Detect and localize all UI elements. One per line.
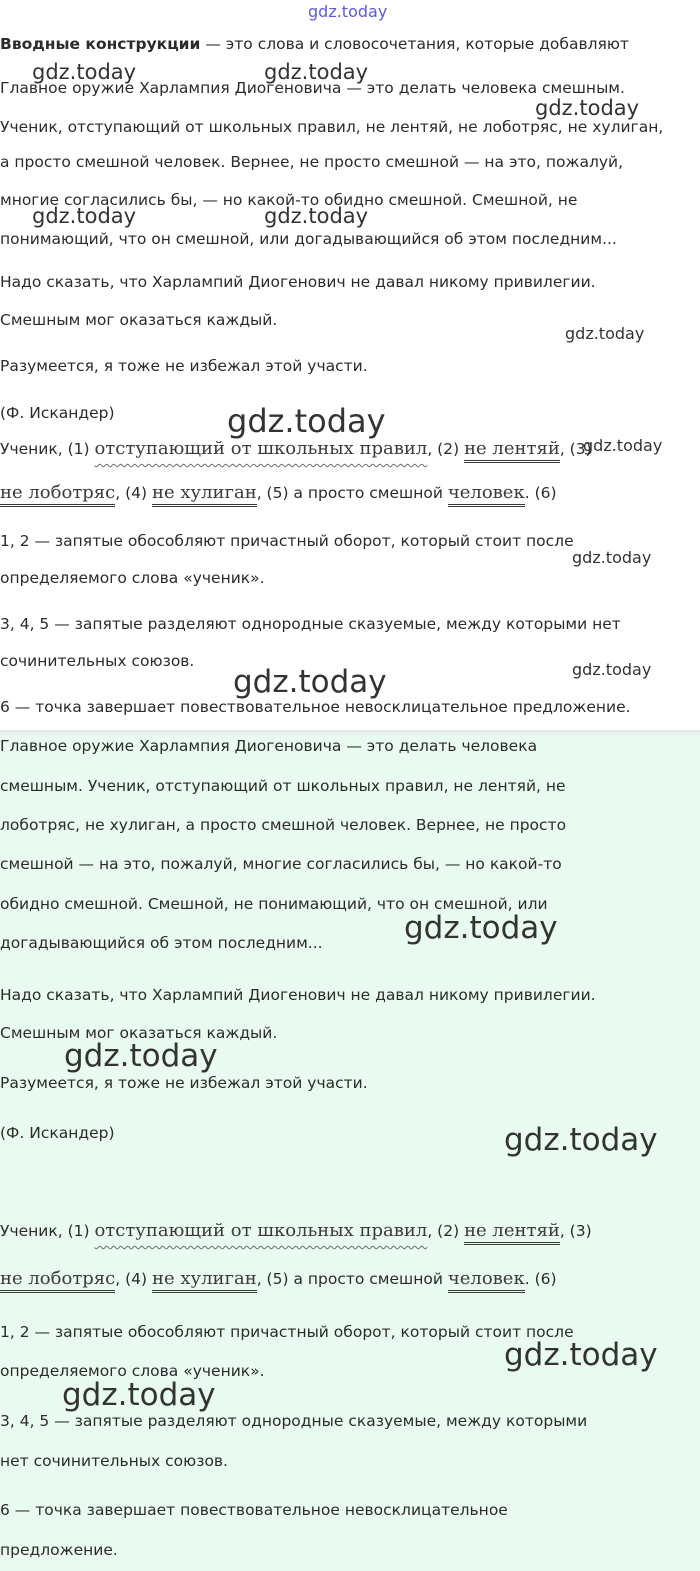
analysis-line-2 — [0, 482, 557, 503]
note-line: 1, 2 — запятые обособляют причастный оборот, который стоит после — [0, 532, 574, 550]
text-line: многие согласились бы, — но какой-то обидно смешной. Смешной, не — [0, 191, 578, 209]
watermark: gdz.today — [32, 60, 137, 84]
analysis-text: , (3) — [559, 1222, 592, 1240]
note-line: определяемого слова «ученик». — [0, 569, 265, 587]
note-line: 6 — точка завершает повествовательное невосклицательное — [0, 1501, 508, 1519]
predicate: не хулиган — [152, 1268, 257, 1293]
text-line: Разумеется, я тоже не избежал этой участи. — [0, 357, 368, 375]
note-line: 6 — точка завершает повествовательное невосклицательное предложение. — [0, 698, 631, 716]
text-line: Разумеется, я тоже не избежал этой участи. — [0, 1074, 368, 1092]
author: (Ф. Искандер) — [0, 1124, 115, 1142]
text-line: Главное оружие Харлампия Диогеновича — это делать человека смешным. — [0, 79, 625, 97]
analysis-text: , (2) — [427, 440, 465, 458]
predicate: не лентяй — [464, 438, 560, 463]
watermark: gdz.today — [308, 2, 388, 21]
predicate: не лентяй — [464, 1220, 560, 1245]
watermark: gdz.today — [227, 402, 386, 440]
analysis-text: , (4) — [115, 484, 152, 502]
text-line: лоботряс, не хулиган, а просто смешной человек. Вернее, не просто — [0, 816, 567, 834]
watermark: gdz.today — [404, 910, 558, 946]
text-line: Надо сказать, что Харлампий Диогенович не давал никому привилегии. — [0, 986, 596, 1004]
text-line: обидно смешной. Смешной, не понимающий, что он смешной, или — [0, 895, 548, 913]
note-line: 3, 4, 5 — запятые разделяют однородные сказуемые, между которыми нет — [0, 615, 621, 633]
analysis-text: Ученик, (1) — [0, 440, 95, 458]
note-line: определяемого слова «ученик». — [0, 1362, 265, 1380]
term-title: Вводные конструкции — [0, 35, 201, 53]
analysis-line-1 — [0, 1220, 592, 1241]
text-line: Надо сказать, что Харлампий Диогенович не давал никому привилегии. — [0, 273, 596, 291]
text-line: понимающий, что он смешной, или догадывающийся об этом последним... — [0, 230, 617, 248]
text-line: Главное оружие Харлампия Диогеновича — это делать человека — [0, 737, 538, 755]
analysis-text: , (5) а просто смешной — [256, 1270, 448, 1288]
watermark: gdz.today — [504, 1122, 658, 1158]
text-line: Смешным мог оказаться каждый. — [0, 311, 278, 329]
analysis-text: , (4) — [115, 1270, 152, 1288]
analysis-text: , (2) — [427, 1222, 465, 1240]
participial-phrase: отступающий от школьных правил — [94, 438, 428, 459]
term-definition: — это слова и словосочетания, которые добавляют — [200, 35, 629, 53]
analysis-text: , (5) а просто смешной — [256, 484, 448, 502]
text-line: смешной — на это, пожалуй, многие согласились бы, — но какой-то — [0, 855, 562, 873]
predicate: человек — [448, 482, 525, 507]
text-line: Ученик, отступающий от школьных правил, не лентяй, не лоботряс, не хулиган, — [0, 118, 664, 136]
section-divider — [0, 730, 700, 736]
watermark: gdz.today — [62, 1377, 216, 1413]
note-line: 1, 2 — запятые обособляют причастный оборот, который стоит после — [0, 1323, 574, 1341]
analysis-text: . (6) — [524, 1270, 557, 1288]
analysis-text: . (6) — [524, 484, 557, 502]
analysis-line-2 — [0, 1268, 557, 1289]
predicate: не лоботряс — [0, 482, 115, 507]
analysis-line-1 — [0, 438, 592, 459]
analysis-text: Ученик, (1) — [0, 1222, 95, 1240]
watermark: gdz.today — [504, 1337, 658, 1373]
watermark: gdz.today — [64, 1038, 218, 1074]
note-line: нет сочинительных союзов. — [0, 1452, 228, 1470]
watermark: gdz.today — [535, 96, 640, 120]
note-line: 3, 4, 5 — запятые разделяют однородные сказуемые, между которыми — [0, 1412, 588, 1430]
watermark: gdz.today — [583, 436, 663, 455]
text-line: догадывающийся об этом последним... — [0, 934, 323, 952]
watermark: gdz.today — [572, 548, 652, 567]
watermark: gdz.today — [264, 60, 369, 84]
intro-line — [0, 35, 629, 53]
predicate: не лоботряс — [0, 1268, 115, 1293]
predicate: человек — [448, 1268, 525, 1293]
text-line: а просто смешной человек. Вернее, не просто смешной — на это, пожалуй, — [0, 153, 624, 171]
analysis-text: , (3) — [559, 440, 592, 458]
watermark: gdz.today — [565, 324, 645, 343]
author: (Ф. Искандер) — [0, 404, 115, 422]
text-line: Смешным мог оказаться каждый. — [0, 1024, 278, 1042]
note-line: сочинительных союзов. — [0, 652, 195, 670]
watermark: gdz.today — [32, 204, 137, 228]
watermark: gdz.today — [572, 660, 652, 679]
text-line: смешным. Ученик, отступающий от школьных правил, не лентяй, не — [0, 777, 566, 795]
predicate: не хулиган — [152, 482, 257, 507]
note-line: предложение. — [0, 1541, 118, 1559]
participial-phrase: отступающий от школьных правил — [94, 1220, 428, 1241]
watermark: gdz.today — [233, 664, 387, 700]
watermark: gdz.today — [264, 204, 369, 228]
